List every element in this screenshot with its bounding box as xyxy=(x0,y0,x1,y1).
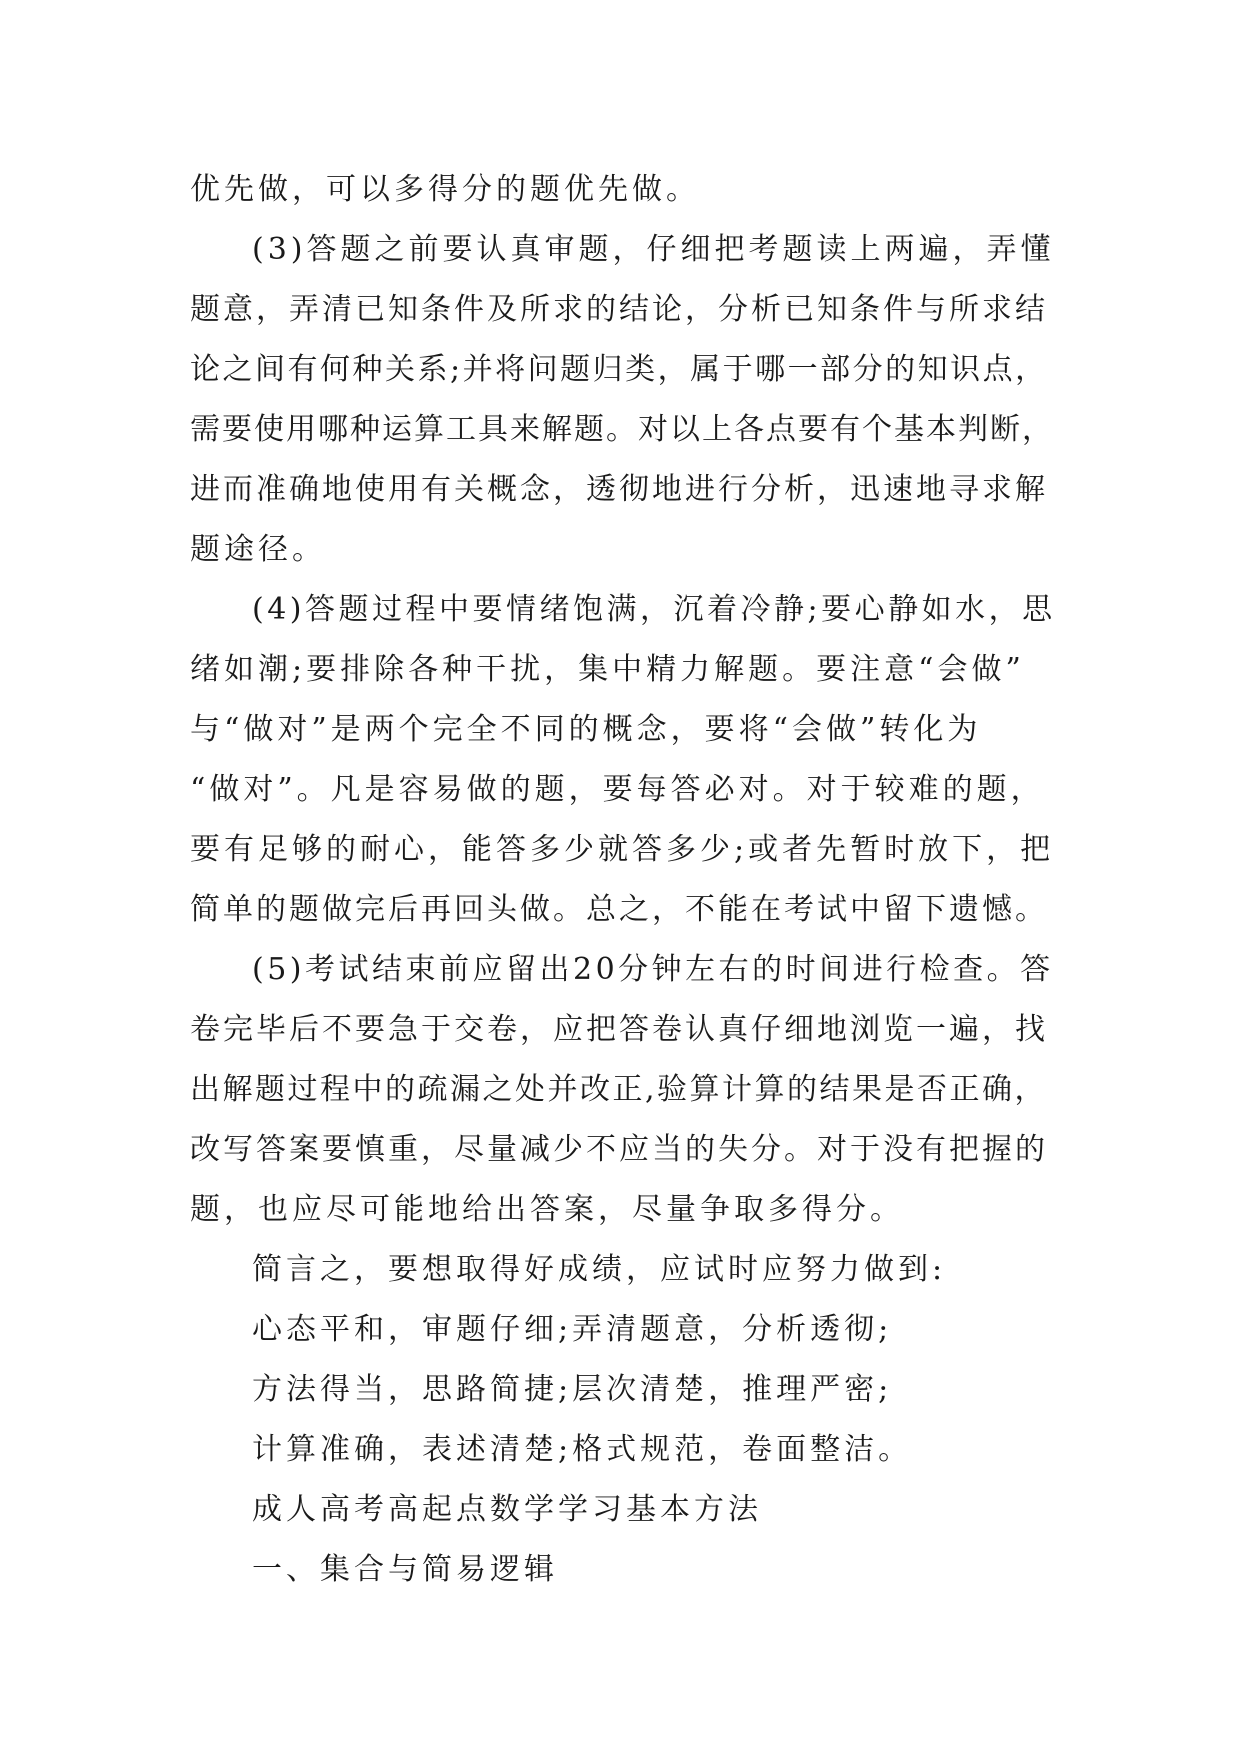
text-line: 进而准确地使用有关概念，透彻地进行分析，迅速地寻求解 xyxy=(190,472,1048,507)
text-line: 卷完毕后不要急于交卷，应把答卷认真仔细地浏览一遍，找 xyxy=(190,1012,1048,1047)
text-line: 与“做对”是两个完全不同的概念，要将“会做”转化为 xyxy=(190,712,982,747)
text-line: 优先做，可以多得分的题优先做。 xyxy=(190,172,700,207)
text-line: (4)答题过程中要情绪饱满，沉着冷静;要心静如水，思 xyxy=(252,592,1056,627)
text-line: 题途径。 xyxy=(190,532,326,567)
text-line: “做对”。凡是容易做的题，要每答必对。对于较难的题， xyxy=(190,772,1045,807)
text-line: (3)答题之前要认真审题，仔细把考题读上两遍，弄懂 xyxy=(252,232,1055,267)
text-line: (5)考试结束前应留出20分钟左右的时间进行检查。答 xyxy=(252,952,1054,987)
text-line: 方法得当，思路简捷;层次清楚，推理严密; xyxy=(252,1372,893,1407)
text-line: 一、集合与简易逻辑 xyxy=(252,1552,558,1587)
text-line: 简言之，要想取得好成绩，应试时应努力做到: xyxy=(252,1252,947,1287)
text-line: 简单的题做完后再回头做。总之，不能在考试中留下遗憾。 xyxy=(190,892,1048,927)
text-line: 出解题过程中的疏漏之处并改正,验算计算的结果是否正确， xyxy=(190,1072,1048,1107)
text-line: 论之间有何种关系;并将问题归类，属于哪一部分的知识点， xyxy=(190,352,1048,387)
text-line: 要有足够的耐心，能答多少就答多少;或者先暂时放下，把 xyxy=(190,832,1055,867)
document-body xyxy=(190,160,1056,1600)
text-line: 题意，弄清已知条件及所求的结论，分析已知条件与所求结 xyxy=(190,292,1048,327)
text-line: 改写答案要慎重，尽量减少不应当的失分。对于没有把握的 xyxy=(190,1132,1048,1167)
text-line: 题，也应尽可能地给出答案，尽量争取多得分。 xyxy=(190,1192,904,1227)
text-line: 心态平和，审题仔细;弄清题意，分析透彻; xyxy=(252,1312,893,1347)
text-line: 需要使用哪种运算工具来解题。对以上各点要有个基本判断， xyxy=(190,412,1054,447)
text-line: 绪如潮;要排除各种干扰，集中精力解题。要注意“会做” xyxy=(190,652,1025,687)
text-line: 计算准确，表述清楚;格式规范，卷面整洁。 xyxy=(252,1432,913,1467)
text-line: 成人高考高起点数学学习基本方法 xyxy=(252,1492,762,1527)
